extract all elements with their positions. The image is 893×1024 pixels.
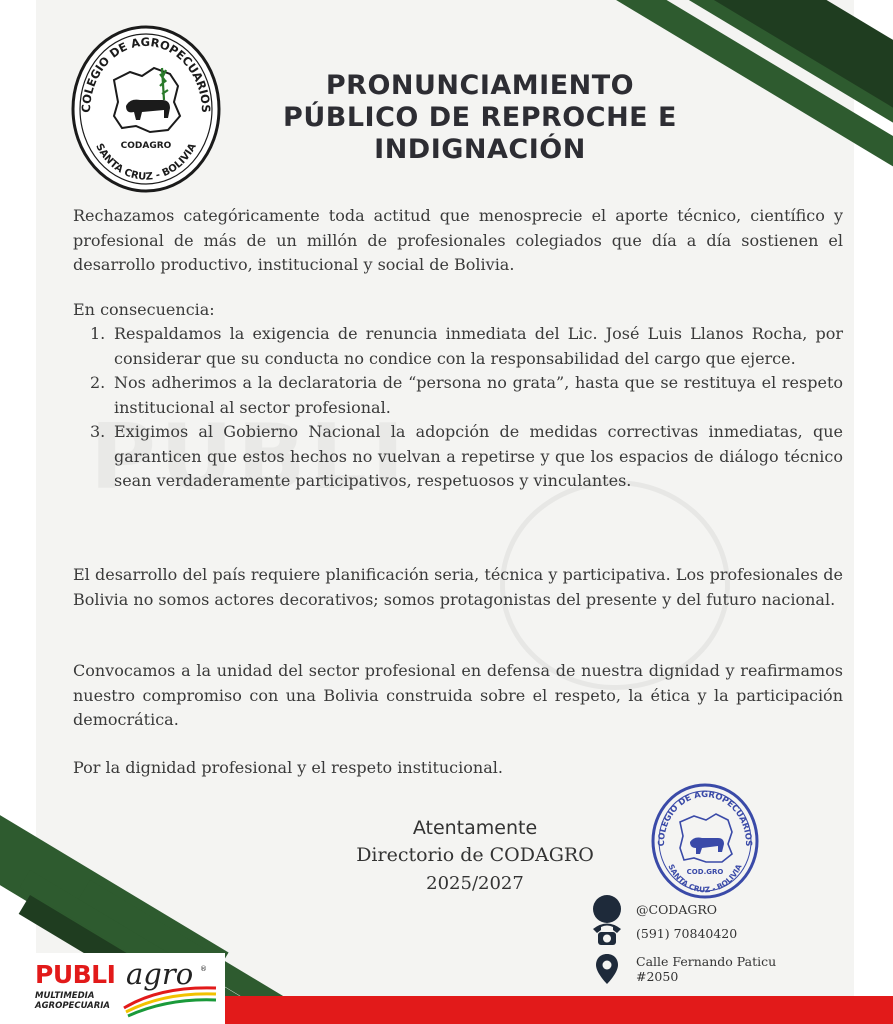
page-title	[230, 70, 730, 166]
list-item-text: Respaldamos la exigencia de renuncia inmediata del Lic. José Luis Llanos Rocha, por considerar que su conducta no condice con la responsabilidad del cargo que ejerce.	[114, 324, 843, 368]
contact-address-text: Calle Fernando Paticu #2050	[636, 954, 777, 984]
paragraph-intro: Rechazamos categóricamente toda actitud que menosprecie el aporte técnico, científico y profesional de más de un millón de profesionales colegiados que día a día sostienen el desarrollo productivo, institucional y social de Bolivia.	[73, 206, 843, 274]
brand-tagline-line-2: AGROPECUARIA	[35, 1001, 110, 1011]
stamp-text-bottom: SANTA CRUZ - BOLIVIA	[666, 862, 744, 895]
codagro-stamp	[650, 782, 760, 900]
demands-list	[90, 322, 843, 494]
phone-icon	[590, 916, 624, 950]
logo-text-center: CODAGRO	[120, 141, 172, 151]
paragraph-desarrollo: El desarrollo del país requiere planificación seria, técnica y participativa. Los profesionales de Bolivia no somos actores decorativos; somos protagonistas del presente y del futuro nacional.	[73, 565, 843, 609]
contact-phone	[590, 916, 737, 950]
brand-tagline-line-1: MULTIMEDIA	[35, 991, 95, 1001]
brand-registered-mark: ®	[200, 965, 207, 973]
codagro-logo	[70, 24, 222, 194]
signature-block	[320, 815, 630, 899]
brand-name-red: PUBLI	[35, 960, 116, 989]
brand-tagline	[35, 991, 110, 1011]
paragraph-convocamos: Convocamos a la unidad del sector profesional en defensa de nuestra dignidad y reafirmamos nuestro compromiso con una Bolivia construida sobre el respeto, la ética y la participación democrática.	[73, 661, 843, 729]
list-item	[90, 420, 843, 494]
list-item-text: Nos adherimos a la declaratoria de “persona no grata”, hasta que se restituya el respeto institucional al sector profesional.	[114, 373, 843, 417]
stamp-text-center: COD.GRO	[686, 868, 724, 876]
contact-address	[590, 952, 796, 986]
bottom-red-bar	[216, 996, 893, 1024]
list-item-number: 2.	[90, 373, 106, 392]
contact-facebook-text: @CODAGRO	[636, 901, 718, 917]
logo-text-top: COLEGIO DE AGROPECUARIOS	[78, 34, 214, 113]
title-line-1: PRONUNCIAMIENTO	[325, 70, 635, 101]
contact-phone-text: (591) 70840420	[636, 925, 738, 941]
brand-name-black: agro	[126, 957, 194, 991]
signer-text: Directorio de CODAGRO	[356, 844, 594, 866]
logo-text-bottom: SANTA CRUZ - BOLIVIA	[93, 141, 199, 183]
list-item	[90, 322, 843, 371]
period-text: 2025/2027	[426, 873, 524, 894]
paragraph-closing: Por la dignidad profesional y el respeto institucional.	[73, 758, 503, 777]
list-item-text: Exigimos al Gobierno Nacional la adopción de medidas correctivas inmediatas, que garanticen que estos hechos no vuelvan a repetirse y que los espacios de diálogo técnico sean verdaderamente participativos, respetuosos y vinculantes.	[114, 422, 843, 490]
title-line-2: PÚBLICO DE REPROCHE E	[283, 102, 677, 133]
paragraph-consecuencia: En consecuencia:	[73, 300, 215, 319]
title-line-3: INDIGNACIÓN	[374, 134, 586, 165]
list-item-number: 1.	[90, 324, 106, 343]
stamp-text-top: COLEGIO DE AGROPECUARIOS	[656, 789, 754, 847]
closing-text: Atentamente	[412, 817, 538, 839]
list-item	[90, 371, 843, 420]
list-item-number: 3.	[90, 422, 106, 441]
location-pin-icon	[590, 952, 624, 986]
brand-swoosh-icon	[120, 978, 220, 1018]
